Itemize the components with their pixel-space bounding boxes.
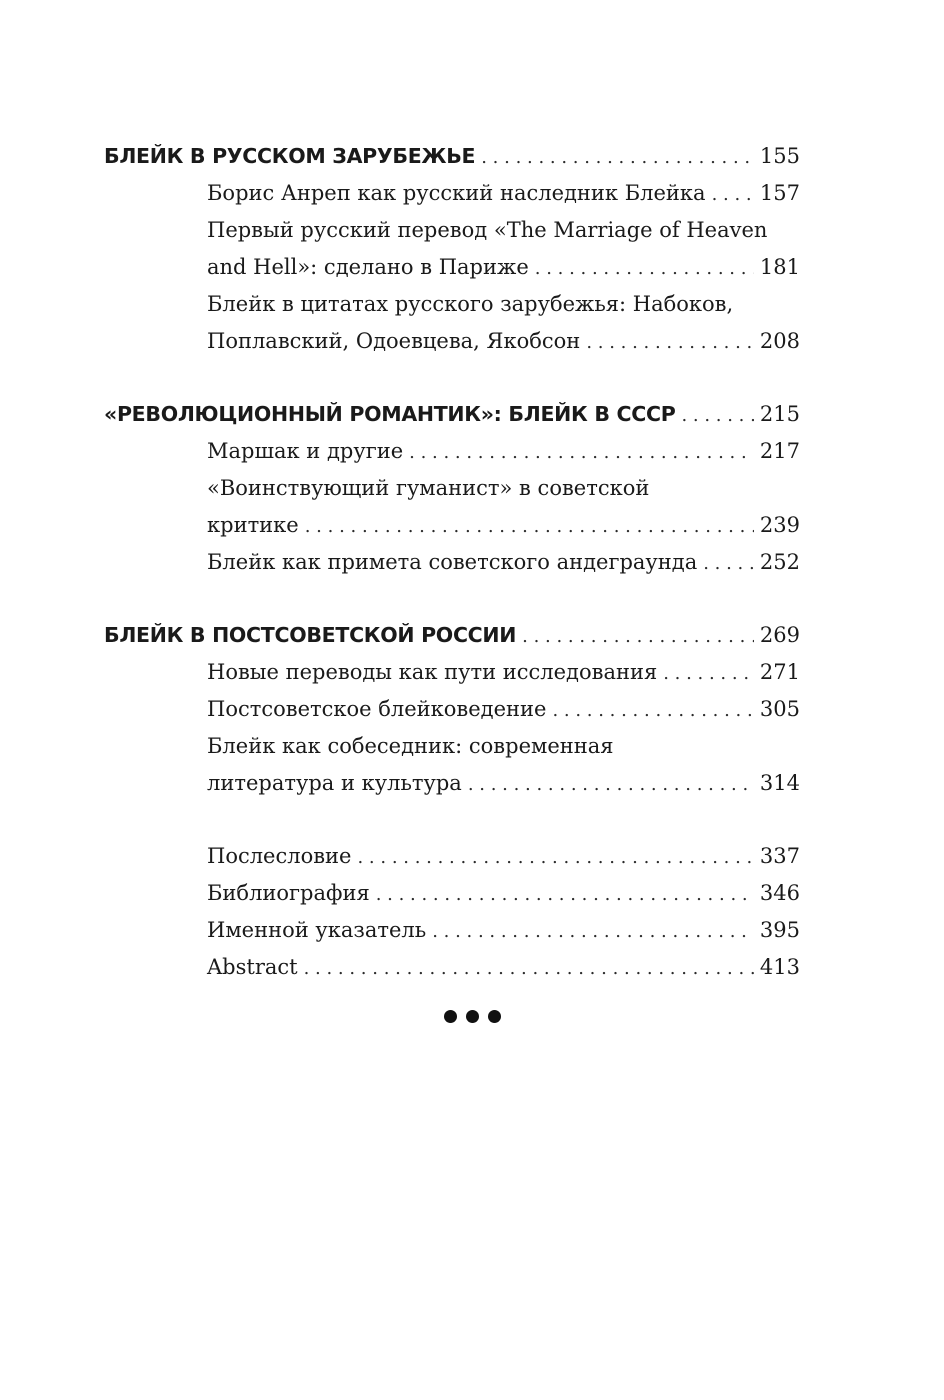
toc-chapter-heading — [104, 138, 800, 175]
entry-title: Первый русский перевод «The Marriage of Heaven — [207, 218, 768, 242]
dot-leader — [552, 692, 753, 728]
page-number: 215 — [759, 402, 800, 426]
page-number: 181 — [759, 255, 800, 279]
dot-leader — [432, 913, 754, 949]
page-number: 208 — [759, 329, 800, 353]
dot-leader — [663, 655, 754, 691]
ornament-dot — [466, 1010, 479, 1023]
toc-entry — [104, 838, 800, 875]
entry-title: Abstract — [207, 955, 298, 979]
entry-title-continued: литература и культура — [207, 771, 462, 795]
page-number: 305 — [759, 697, 800, 721]
dot-leader — [535, 250, 754, 286]
toc-entry — [104, 249, 800, 286]
page-number: 217 — [759, 439, 800, 463]
dot-leader — [712, 176, 754, 212]
chapter-title: «РЕВОЛЮЦИОННЫЙ РОМАНТИК»: БЛЕЙК В СССР — [104, 402, 676, 426]
dot-leader — [376, 876, 754, 912]
page-number: 271 — [759, 660, 800, 684]
table-of-contents — [104, 138, 800, 986]
entry-title: Блейк как примета советского андеграунда — [207, 550, 698, 574]
entry-title: Библиография — [207, 881, 370, 905]
toc-entry — [104, 507, 800, 544]
entry-title-continued: критике — [207, 513, 299, 537]
toc-back-matter — [104, 838, 800, 986]
dot-leader — [522, 618, 754, 654]
dot-leader — [703, 545, 754, 581]
three-dots-ornament-icon — [0, 1010, 944, 1023]
page-number: 239 — [759, 513, 800, 537]
dot-leader — [305, 508, 754, 544]
toc-section — [104, 617, 800, 802]
page-number: 269 — [759, 623, 800, 647]
dot-leader — [481, 139, 754, 175]
toc-entry-line — [104, 470, 800, 507]
dot-leader — [409, 434, 754, 470]
toc-entry — [104, 544, 800, 581]
chapter-title: БЛЕЙК В РУССКОМ ЗАРУБЕЖЬЕ — [104, 144, 476, 168]
page-number: 314 — [759, 771, 800, 795]
toc-entry — [104, 654, 800, 691]
dot-leader — [468, 766, 754, 802]
toc-chapter-heading — [104, 396, 800, 433]
toc-chapter-heading — [104, 617, 800, 654]
page-number: 395 — [759, 918, 800, 942]
ornament-dot — [488, 1010, 501, 1023]
chapter-title: БЛЕЙК В ПОСТСОВЕТСКОЙ РОССИИ — [104, 623, 517, 647]
entry-title-continued: and Hell»: сделано в Париже — [207, 255, 529, 279]
entry-title: Борис Анреп как русский наследник Блейка — [207, 181, 706, 205]
toc-entry — [104, 765, 800, 802]
toc-section — [104, 138, 800, 360]
entry-title: Именной указатель — [207, 918, 427, 942]
toc-entry — [104, 323, 800, 360]
page-number: 252 — [759, 550, 800, 574]
toc-entry-line — [104, 212, 800, 249]
entry-title: Новые переводы как пути исследования — [207, 660, 658, 684]
page-number: 346 — [759, 881, 800, 905]
entry-title: Маршак и другие — [207, 439, 404, 463]
toc-entry — [104, 175, 800, 212]
toc-entry — [104, 912, 800, 949]
dot-leader — [681, 397, 753, 433]
dot-leader — [304, 950, 754, 986]
page-number: 155 — [759, 144, 800, 168]
entry-title-continued: Поплавский, Одоевцева, Якобсон — [207, 329, 581, 353]
toc-entry-line — [104, 728, 800, 765]
toc-entry-line — [104, 286, 800, 323]
entry-title: Блейк в цитатах русского зарубежья: Набоков, — [207, 292, 734, 316]
dot-leader — [586, 324, 754, 360]
entry-title: Блейк как собеседник: современная — [207, 734, 614, 758]
toc-entry — [104, 949, 800, 986]
entry-title: «Воинствующий гуманист» в советской — [207, 476, 650, 500]
ornament-dot — [444, 1010, 457, 1023]
toc-entry — [104, 433, 800, 470]
page-number: 337 — [759, 844, 800, 868]
page-number: 413 — [759, 955, 800, 979]
entry-title: Постсоветское блейковедение — [207, 697, 547, 721]
entry-title: Послесловие — [207, 844, 352, 868]
dot-leader — [357, 839, 753, 875]
page-number: 157 — [759, 181, 800, 205]
toc-entry — [104, 691, 800, 728]
toc-section — [104, 396, 800, 581]
toc-entry — [104, 875, 800, 912]
